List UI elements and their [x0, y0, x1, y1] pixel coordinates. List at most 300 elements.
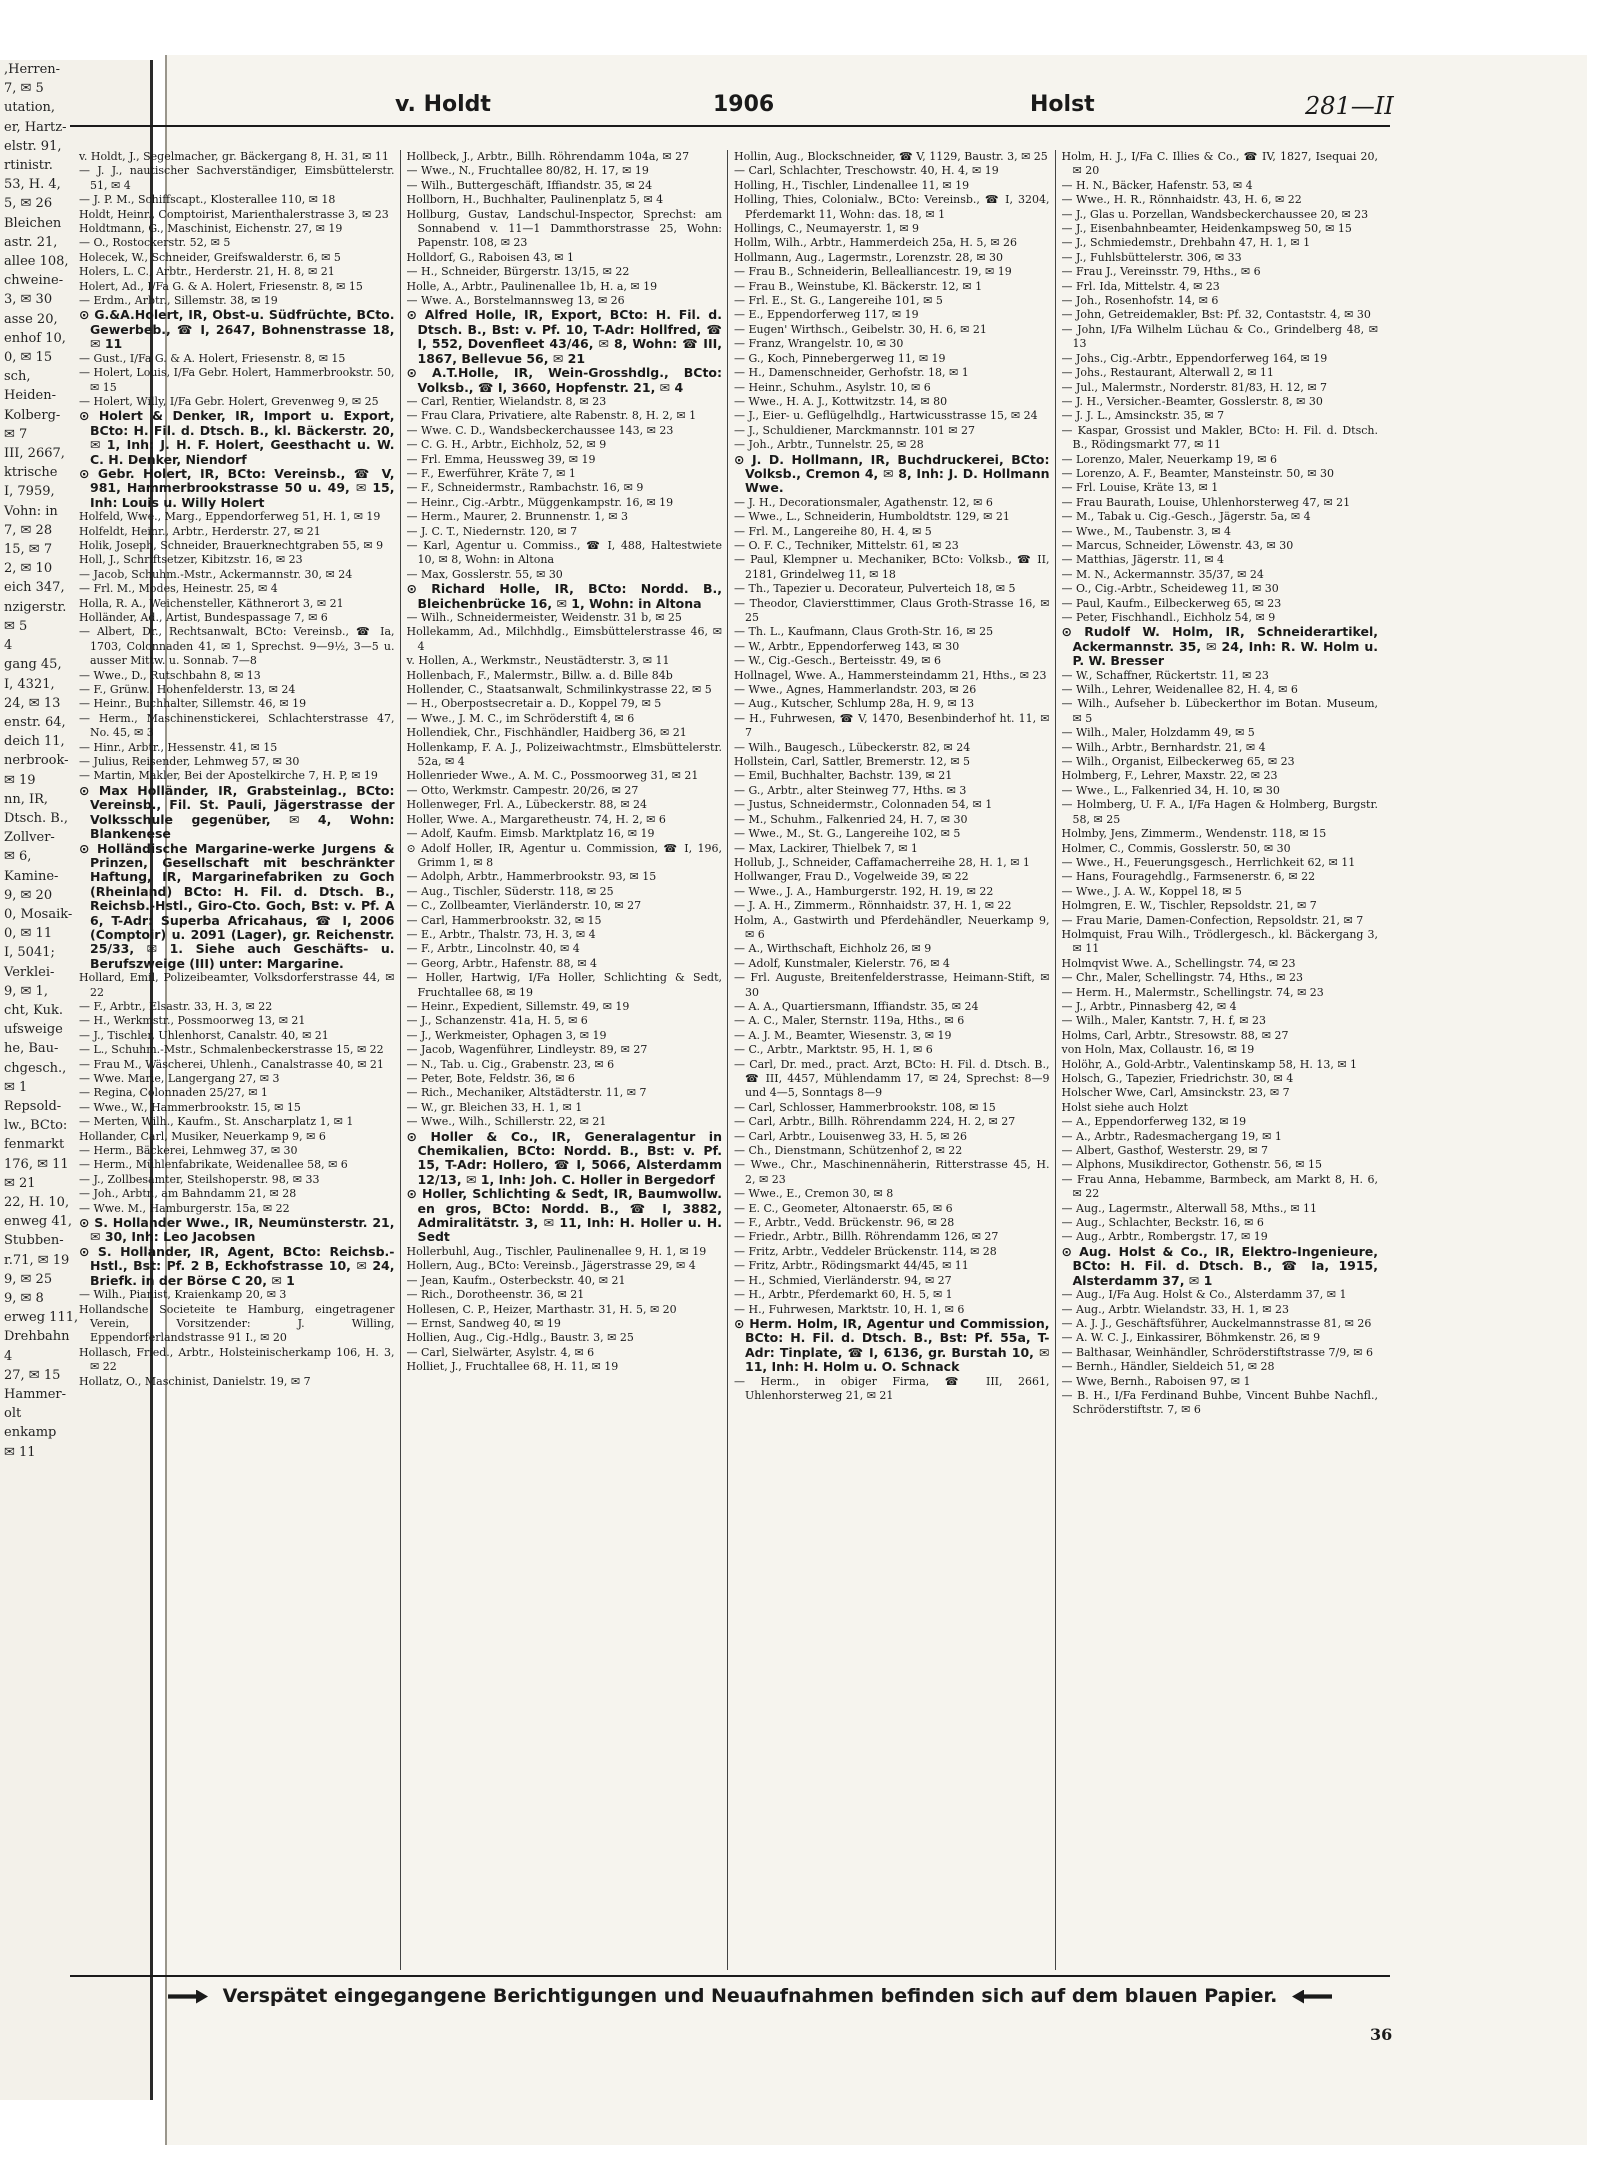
directory-entry: Hollbeck, J., Arbtr., Billh. Röhrendamm 104a, ✉ 27: [406, 150, 690, 163]
directory-entry: — F., Arbtr., Lincolnstr. 40, ✉ 4: [406, 942, 580, 956]
directory-entry: — J., Werkmeister, Ophagen 3, ✉ 19: [406, 1028, 607, 1042]
directory-entry: — Wwe., H. R., Rönnhaidstr. 43, H. 6, ✉ 22: [1061, 193, 1302, 207]
directory-entry: — Adolf, Kaufm. Eimsb. Marktplatz 16, ✉ 19: [406, 827, 655, 841]
directory-entry: — A., Arbtr., Radesmachergang 19, ✉ 1: [1061, 1129, 1282, 1143]
directory-entry: — Lorenzo, Maler, Neuerkamp 19, ✉ 6: [1061, 452, 1277, 466]
directory-entry: — J., Glas u. Porzellan, Wandsbeckerchaussee 20, ✉ 23: [1061, 207, 1369, 221]
directory-entry: — Rich., Dorotheenstr. 36, ✉ 21: [406, 1288, 585, 1302]
directory-entry: — Joh., Arbtr., am Bahndamm 21, ✉ 28: [79, 1187, 297, 1201]
fragment-line: rtinistr.: [4, 158, 53, 174]
directory-entry: — John, I/Fa Wilhelm Lüchau & Co., Grindelberg 48, ✉ 13: [1061, 322, 1378, 351]
fragment-line: ufsweige: [4, 1022, 63, 1038]
directory-entry: — Regina, Colonnaden 25/27, ✉ 1: [79, 1086, 268, 1100]
fragment-line: 0, ✉ 11: [4, 926, 53, 942]
fragment-line: olt: [4, 1406, 22, 1422]
sheet-number: 36: [1370, 2025, 1393, 2044]
directory-entry: Holmberg, F., Lehrer, Maxstr. 22, ✉ 23: [1061, 769, 1278, 783]
directory-entry: ⊙ Holler & Co., IR, Generalagentur in Chemikalien, BCto: Nordd. B., Bst: v. Pf. 15, T-Adr: Hollero, ☎ I, 5066, Alsterdamm 12/13, ✉ 1, Inh: Joh. C. Holler in Bergedorf: [406, 1128, 722, 1187]
fragment-line: lw., BCto:: [4, 1118, 68, 1134]
directory-entry: Holle, A., Arbtr., Paulinenallee 1b, H. a, ✉ 19: [406, 279, 658, 293]
directory-entry: Holsch, G., Tapezier, Friedrichstr. 30, ✉ 4: [1061, 1072, 1294, 1085]
fragment-line: allee 108,: [4, 254, 69, 270]
directory-entry: — Aug., I/Fa Aug. Holst & Co., Alsterdamm 37, ✉ 1: [1061, 1288, 1347, 1302]
fragment-line: er, Hartz-: [4, 119, 67, 135]
fragment-line: 24, ✉ 13: [4, 695, 61, 711]
directory-entry: — Hans, Fouragehdlg., Farmsenerstr. 6, ✉ 22: [1061, 870, 1316, 884]
directory-entry: — Frau B., Weinstube, Kl. Bäckerstr. 12, ✉ 1: [734, 279, 983, 293]
directory-entry: — H., Schmied, Vierländerstr. 94, ✉ 27: [734, 1273, 952, 1287]
directory-entry: — W., Cig.-Gesch., Berteisstr. 49, ✉ 6: [734, 654, 941, 668]
directory-entry: — Fritz, Arbtr., Veddeler Brückenstr. 114, ✉ 28: [734, 1244, 997, 1258]
directory-entry: Holfeldt, Heinr., Arbtr., Herderstr. 27, ✉ 21: [79, 524, 321, 538]
directory-entry: — Wwe., W., Hammerbrookstr. 15, ✉ 15: [79, 1100, 301, 1114]
directory-entry: — Matthias, Jägerstr. 11, ✉ 4: [1061, 553, 1225, 567]
directory-entry: Holfeld, Wwe., Marg., Eppendorferweg 51, H. 1, ✉ 19: [79, 510, 381, 524]
directory-entry: — Frau Marie, Damen-Confection, Repsoldstr. 21, ✉ 7: [1061, 913, 1364, 927]
directory-entry: — Th., Tapezier u. Decorateur, Pulverteich 18, ✉ 5: [734, 582, 1016, 596]
directory-entry: — A. C., Maler, Sternstr. 119a, Hths., ✉ 6: [734, 1014, 965, 1028]
fragment-line: I, 4321,: [4, 676, 55, 692]
directory-entry: Hollmann, Aug., Lagermstr., Lorenzstr. 28, ✉ 30: [734, 250, 1004, 264]
directory-entry: — Aug., Lagermstr., Alterwall 58, Mths., ✉ 11: [1061, 1201, 1318, 1215]
column-1: [73, 150, 401, 1970]
fragment-line: Hammer-: [4, 1387, 67, 1403]
directory-entry: — Friedr., Arbtr., Billh. Röhrendamm 126, ✉ 27: [734, 1230, 999, 1244]
directory-entry: Holmer, C., Commis, Gosslerstr. 50, ✉ 30: [1061, 841, 1291, 855]
fragment-line: 7, ✉ 28: [4, 522, 53, 538]
directory-entry: — John, Getreidemakler, Bst: Pf. 32, Contaststr. 4, ✉ 30: [1061, 308, 1371, 322]
directory-entry: — E., Arbtr., Thalstr. 73, H. 3, ✉ 4: [406, 927, 596, 941]
directory-entry: — J., Schanzenstr. 41a, H. 5, ✉ 6: [406, 1014, 588, 1028]
directory-entry: — Rich., Mechaniker, Altstädterstr. 11, ✉ 7: [406, 1086, 647, 1100]
directory-entry: — Wwe., Chr., Maschinennäherin, Ritterstrasse 45, H. 2, ✉ 23: [734, 1158, 1050, 1186]
fragment-line: nzigerstr.: [4, 599, 67, 615]
directory-entry: — J., Tischler, Uhlenhorst, Canalstr. 40, ✉ 21: [79, 1028, 329, 1042]
directory-entry: — Adolf, Kunstmaler, Kielerstr. 76, ✉ 4: [734, 956, 950, 970]
fragment-line: 0, Mosaik-: [4, 906, 73, 922]
directory-entry: — Wwe., L., Schneiderin, Humboldtstr. 129, ✉ 21: [734, 510, 1010, 524]
directory-entry: — J., Fuhlsbüttelerstr. 306, ✉ 33: [1061, 250, 1242, 264]
fragment-line: 5, ✉ 26: [4, 196, 53, 212]
fragment-line: nn, IR,: [4, 791, 49, 807]
directory-entry: — Jacob, Wagenführer, Lindleystr. 89, ✉ 27: [406, 1043, 648, 1057]
directory-entry: — Wilh., Baugesch., Lübeckerstr. 82, ✉ 24: [734, 740, 971, 754]
directory-entry: — Carl, Rentier, Wielandstr. 8, ✉ 23: [406, 394, 607, 408]
directory-entry: Holmby, Jens, Zimmerm., Wendenstr. 118, ✉ 15: [1061, 827, 1327, 841]
fragment-line: chgesch.,: [4, 1060, 67, 1076]
directory-entry: Hollander, Carl, Musiker, Neuerkamp 9, ✉ 6: [79, 1129, 326, 1143]
fragment-line: 53, H. 4,: [4, 177, 61, 193]
directory-entry: — Holmberg, U. F. A., I/Fa Hagen & Holmberg, Burgstr. 58, ✉ 25: [1061, 798, 1378, 826]
directory-entry: — Otto, Werkmstr. Campestr. 20/26, ✉ 27: [406, 783, 639, 797]
directory-entry: — Wilh., Aufseher b. Lübeckerthor im Botan. Museum, ✉ 5: [1061, 697, 1378, 725]
directory-entry: — Wwe., H. A. J., Kottwitzstr. 14, ✉ 80: [734, 394, 948, 408]
directory-entry: — H., Damenschneider, Gerhofstr. 18, ✉ 1: [734, 366, 969, 380]
fragment-line: he, Bau-: [4, 1041, 59, 1057]
directory-entry: — Hinr., Arbtr., Hessenstr. 41, ✉ 15: [79, 740, 278, 754]
fragment-line: enweg 41,: [4, 1214, 73, 1230]
directory-entry: Hollender, C., Staatsanwalt, Schmilinkystrasse 22, ✉ 5: [406, 683, 712, 697]
directory-entry: — H., Werkmstr., Possmoorweg 13, ✉ 21: [79, 1014, 306, 1028]
directory-entry: — Fritz, Arbtr., Rödingsmarkt 44/45, ✉ 11: [734, 1259, 969, 1273]
fragment-line: Repsold-: [4, 1098, 62, 1114]
directory-entry: — Merten, Wilh., Kaufm., St. Anscharplatz 1, ✉ 1: [79, 1115, 354, 1129]
fragment-line: fenmarkt: [4, 1137, 65, 1153]
fragment-line: ✉ 19: [4, 772, 36, 788]
directory-entry: Hollenbach, F., Malermstr., Billw. a. d. Bille 84b: [406, 668, 673, 682]
directory-entry: — Wwe. M., Hamburgerstr. 15a, ✉ 22: [79, 1201, 290, 1215]
directory-entry: — E., Eppendorferweg 117, ✉ 19: [734, 308, 919, 322]
directory-entry: — J. A. H., Zimmerm., Rönnhaidstr. 37, H. 1, ✉ 22: [734, 899, 1012, 913]
directory-entry: Holm, A., Gastwirth und Pferdehändler, Neuerkamp 9, ✉ 6: [734, 913, 1050, 941]
directory-entry: — Frl. Ida, Mittelstr. 4, ✉ 23: [1061, 279, 1220, 293]
directory-entry: — O. F. C., Techniker, Mittelstr. 61, ✉ 23: [734, 538, 959, 552]
directory-entry: — Peter, Fischhandl., Eichholz 54, ✉ 9: [1061, 611, 1276, 624]
directory-entry: — W., Arbtr., Eppendorferweg 143, ✉ 30: [734, 639, 960, 653]
directory-entry: — Herm., Maurer, 2. Brunnenstr. 1, ✉ 3: [406, 510, 628, 524]
fragment-line: Verklei-: [4, 964, 55, 980]
directory-entry: ⊙ Holler, Schlichting & Sedt, IR, Baumwollw. en gros, BCto: Nordd. B., ☎ I, 3882, Admiralitätstr. 3, ✉ 11, Inh: H. Holler u. H. Sedt: [406, 1186, 722, 1245]
directory-entry: — Wilh., Buttergeschäft, Iffiandstr. 35, ✉ 24: [406, 178, 653, 192]
directory-entry: — Paul, Kaufm., Eilbeckerweg 65, ✉ 23: [1061, 596, 1282, 610]
directory-entry: Hollin, Aug., Blockschneider, ☎ V, 1129, Baustr. 3, ✉ 25: [734, 150, 1048, 163]
directory-entry: — Wwe. C. D., Wandsbeckerchaussee 143, ✉ 23: [406, 423, 674, 437]
directory-entry: — Holert, Louis, I/Fa Gebr. Holert, Hammerbrookstr. 50, ✉ 15: [79, 366, 395, 394]
directory-entry: Hollern, Aug., BCto: Vereinsb., Jägerstrasse 29, ✉ 4: [406, 1259, 696, 1273]
directory-entry: — Th. L., Kaufmann, Claus Groth-Str. 16, ✉ 25: [734, 625, 994, 639]
directory-entry: — Heinr., Cig.-Arbtr., Müggenkampstr. 16, ✉ 19: [406, 495, 674, 509]
directory-entry: — Franz, Wrangelstr. 10, ✉ 30: [734, 337, 904, 351]
directory-entry: — Johs., Cig.-Arbtr., Eppendorferweg 164, ✉ 19: [1061, 351, 1328, 365]
directory-entry: — F., Grünw., Hohenfelderstr. 13, ✉ 24: [79, 683, 296, 697]
fragment-line: enkamp: [4, 1425, 57, 1441]
directory-entry: — L., Schuhm.-Mstr., Schmalenbeckerstrasse 15, ✉ 22: [79, 1043, 384, 1057]
directory-entry: — Wilh., Arbtr., Bernhardstr. 21, ✉ 4: [1061, 740, 1266, 754]
directory-entry: Holik, Joseph, Schneider, Brauerknechtgraben 55, ✉ 9: [79, 538, 384, 552]
directory-entry: Holl, J., Schriftsetzer, Kibitzstr. 16, ✉ 23: [79, 553, 303, 567]
directory-entry: ⊙ Gebr. Holert, IR, BCto: Vereinsb., ☎ V, 981, Hammerbrookstrasse 50 u. 49, ✉ 15, Inh: Louis u. Willy Holert: [79, 465, 395, 510]
fragment-line: enhof 10,: [4, 330, 66, 346]
fragment-line: Zollver-: [4, 830, 55, 846]
directory-entry: — Frl. M., Modes, Heinestr. 25, ✉ 4: [79, 582, 278, 596]
directory-entry: — Albert, Gasthof, Westerstr. 29, ✉ 7: [1061, 1144, 1269, 1158]
directory-entry: — Wwe., H., Feuerungsgesch., Herrlichkeit 62, ✉ 11: [1061, 855, 1356, 869]
directory-entry: — Wilh., Pianist, Kraienkamp 20, ✉ 3: [79, 1288, 287, 1302]
directory-entry: Holdt, Heinr., Comptoirist, Marienthalerstrasse 3, ✉ 23: [79, 207, 389, 221]
directory-entry: Holst siehe auch Holzt: [1061, 1100, 1188, 1114]
directory-entry: — Wwe. Marie, Langergang 27, ✉ 3: [79, 1072, 280, 1085]
directory-entry: — Wwe, Bernh., Raboisen 97, ✉ 1: [1061, 1374, 1251, 1388]
header-name-start: v. Holdt: [395, 92, 491, 117]
fragment-line: r.71, ✉ 19: [4, 1252, 70, 1268]
directory-entry: Hollm, Wilh., Arbtr., Hammerdeich 25a, H. 5, ✉ 26: [734, 236, 1018, 250]
directory-entry: Hollnagel, Wwe. A., Hammersteindamm 21, Hths., ✉ 23: [734, 668, 1047, 682]
directory-entry: ⊙ S. Hollander Wwe., IR, Neumünsterstr. 21, ✉ 30, Inh: Leo Jacobsen: [79, 1215, 395, 1245]
directory-entry: ⊙ A.T.Holle, IR, Wein-Grosshdlg., BCto: Volksb., ☎ I, 3660, Hopfenstr. 21, ✉ 4: [406, 365, 722, 395]
directory-entry: — Carl, Schlosser, Hammerbrookstr. 108, ✉ 15: [734, 1100, 996, 1114]
directory-entry: — H. N., Bäcker, Hafenstr. 53, ✉ 4: [1061, 178, 1253, 192]
header-page-number: 281—II: [1305, 92, 1394, 120]
fragment-line: ✉ 21: [4, 1175, 36, 1191]
directory-entry: ⊙ Max Holländer, IR, Grabsteinlag., BCto: Vereinsb., Fil. St. Pauli, Jägerstrasse der Volksschule gegenüber, ✉ 4, Wohn: Blankenese: [79, 782, 395, 842]
directory-entry: ⊙ Richard Holle, IR, BCto: Nordd. B., Bleichenbrücke 16, ✉ 1, Wohn: in Altona: [406, 581, 722, 611]
footer-note: [120, 1985, 1380, 2007]
directory-entry: Hollburg, Gustav, Landschul-Inspector, Sprechst: am Sonnabend v. 11—1 Dammthorstrasse 25, Wohn: Papenstr. 108, ✉ 23: [406, 207, 722, 250]
directory-entry: Hollard, Emil, Polizeibeamter, Volksdorferstrasse 44, ✉ 22: [79, 971, 395, 999]
directory-entry: Holler, Wwe. A., Margaretheustr. 74, H. 2, ✉ 6: [406, 812, 666, 826]
directory-entry: Hollenrieder Wwe., A. M. C., Possmoorweg 31, ✉ 21: [406, 769, 699, 783]
directory-entry: — Wwe., Wilh., Schillerstr. 22, ✉ 21: [406, 1115, 607, 1129]
directory-entry: — Bernh., Händler, Sieldeich 51, ✉ 28: [1061, 1360, 1275, 1374]
directory-entry: ⊙ Holert & Denker, IR, Import u. Export, BCto: H. Fil. d. Dtsch. B., kl. Bäckerstr. 20, ✉ 1, Inh: J. H. F. Holert, Geesthacht u. W. C. H. Denker, Niendorf: [79, 408, 395, 467]
directory-entry: — Herm., Maschinenstickerei, Schlachterstrasse 47, No. 45, ✉ 3: [79, 711, 395, 740]
directory-entry: — Frl. E., St. G., Langereihe 101, ✉ 5: [734, 294, 943, 308]
directory-entry: — Wwe., N., Fruchtallee 80/82, H. 17, ✉ 19: [406, 164, 649, 178]
directory-entry: — Herm., in obiger Firma, ☎ III, 2661, Uhlenhorsterweg 21, ✉ 21: [734, 1374, 1050, 1402]
directory-entry: Hollatz, O., Maschinist, Danielstr. 19, ✉ 7: [79, 1374, 311, 1388]
directory-entry: Hollenweger, Frl. A., Lübeckerstr. 88, ✉ 24: [406, 798, 648, 812]
directory-entry: — Wilh., Lehrer, Weidenallee 82, H. 4, ✉ 6: [1061, 683, 1298, 697]
directory-entry: Hollub, J., Schneider, Caffamacherreihe 28, H. 1, ✉ 1: [734, 855, 1030, 869]
fragment-line: 7, ✉ 5: [4, 81, 44, 97]
header-rule: [70, 125, 1390, 127]
column-3: [728, 150, 1056, 1970]
directory-entry: — Karl, Agentur u. Commiss., ☎ I, 488, Haltestwiete 10, ✉ 8, Wohn: in Altona: [406, 538, 722, 567]
directory-entry: ⊙ Holländische Margarine-werke Jurgens & Prinzen, Gesellschaft mit beschränkter Haftung, IR, Margarinefabriken zu Goch (Rheinland) BCto: H. Fil. d. Dtsch. B., Reichsb.-Hstl., Giro-Cto. Goch, Bst: v. Pf. A 6, T-Adr: Superba Africahaus, ☎ I, 2006 (Comptoir) u. 2091 (Lager), gr. Reichenstr. 25/33, ✉ 1. Siehe auch Geschäfts- u. Berufszweige (III) unter: Margarine.: [79, 840, 395, 971]
directory-entry: ⊙ G.&A.Holert, IR, Obst-u. Südfrüchte, BCto. Gewerbeb., ☎ I, 2647, Bohnenstrasse 18, ✉ 11: [79, 307, 395, 352]
fragment-line: 2, ✉ 10: [4, 561, 53, 577]
fragment-line: 27, ✉ 15: [4, 1367, 61, 1383]
directory-entry: — Max, Gosslerstr. 55, ✉ 30: [406, 567, 563, 581]
directory-entry: — Wwe., L., Falkenried 34, H. 10, ✉ 30: [1061, 783, 1280, 797]
directory-entry: — M. N., Ackermannstr. 35/37, ✉ 24: [1061, 567, 1264, 581]
directory-entry: — Joh., Rosenhofstr. 14, ✉ 6: [1061, 294, 1219, 308]
directory-entry: — J. H., Versicher.-Beamter, Gosslerstr. 8, ✉ 30: [1061, 394, 1323, 408]
directory-entry: — Martin, Makler, Bei der Apostelkirche 7, H. P, ✉ 19: [79, 769, 378, 783]
fragment-line: enstr. 64,: [4, 714, 66, 730]
fragment-line: ✉ 11: [4, 1444, 36, 1460]
fragment-line: 9, ✉ 25: [4, 1271, 53, 1287]
directory-entry: — A. A., Quartiersmann, Iffiandstr. 35, ✉ 24: [734, 999, 979, 1013]
fragment-line: utation,: [4, 100, 56, 116]
fragment-line: sch,: [4, 369, 31, 385]
directory-entry: — A., Eppendorferweg 132, ✉ 19: [1061, 1115, 1247, 1129]
fragment-line: 22, H. 10,: [4, 1194, 70, 1210]
pointing-hand-icon: [1292, 1990, 1332, 2004]
directory-entry: — W., Schaffner, Rückertstr. 11, ✉ 23: [1061, 668, 1269, 682]
fragment-line: elstr. 91,: [4, 138, 62, 154]
fragment-line: gang 45,: [4, 657, 62, 673]
directory-entry: — C. G. H., Arbtr., Eichholz, 52, ✉ 9: [406, 438, 607, 452]
directory-entry: — Erdm., Arbtr., Sillemstr. 38, ✉ 19: [79, 294, 278, 308]
directory-entry: — Frau J., Vereinsstr. 79, Hths., ✉ 6: [1061, 265, 1261, 279]
directory-entry: — Peter, Bote, Feldstr. 36, ✉ 6: [406, 1072, 575, 1085]
directory-entry: — J., Zollbesamter, Steilshoperstr. 98, ✉ 33: [79, 1172, 320, 1186]
directory-entry: — Heinr., Schuhm., Asylstr. 10, ✉ 6: [734, 380, 931, 394]
fragment-line: 3, ✉ 30: [4, 292, 53, 308]
fragment-line: 15, ✉ 7: [4, 542, 53, 558]
header-name-end: Holst: [1030, 92, 1095, 117]
directory-entry: — J., Arbtr., Pinnasberg 42, ✉ 4: [1061, 999, 1237, 1013]
directory-entry: — Frau M., Wäscherei, Uhlenh., Canalstrasse 40, ✉ 21: [79, 1057, 384, 1071]
directory-entry: — Emil, Buchhalter, Bachstr. 139, ✉ 21: [734, 769, 953, 783]
directory-entry: v. Holdt, J., Segelmacher, gr. Bäckergang 8, H. 31, ✉ 11: [79, 150, 389, 163]
directory-entry: — F., Schneidermstr., Rambachstr. 16, ✉ 9: [406, 481, 644, 495]
directory-entry: Hollesen, C. P., Heizer, Marthastr. 31, H. 5, ✉ 20: [406, 1302, 677, 1316]
directory-entry: Hollwanger, Frau D., Vogelweide 39, ✉ 22: [734, 870, 969, 884]
fragment-line: Drehbahn: [4, 1329, 70, 1345]
directory-entry: — Wilh., Maler, Kantstr. 7, H. f, ✉ 23: [1061, 1014, 1266, 1028]
directory-entry: Hollendiek, Chr., Fischhändler, Haidberg 36, ✉ 21: [406, 726, 687, 740]
footer-rule: [70, 1975, 1390, 1977]
directory-entry: — Holler, Hartwig, I/Fa Holler, Schlichting & Sedt, Fruchtallee 68, ✉ 19: [406, 971, 722, 999]
directory-entry: — Aug., Tischler, Süderstr. 118, ✉ 25: [406, 884, 614, 898]
directory-entry: v. Hollen, A., Werkmstr., Neustädterstr. 3, ✉ 11: [406, 654, 670, 668]
fragment-line: Kamine-: [4, 868, 59, 884]
directory-entry: Holling, Thies, Colonialw., BCto: Vereinsb., ☎ I, 3204, Pferdemarkt 11, Wohn: das. 18, ✉ 1: [734, 193, 1050, 221]
directory-entry: Holla, R. A., Weichensteller, Käthnerort 3, ✉ 21: [79, 596, 344, 610]
directory-entry: — M., Tabak u. Cig.-Gesch., Jägerstr. 5a, ✉ 4: [1061, 510, 1311, 524]
directory-entry: — Max, Lackirer, Thielbek 7, ✉ 1: [734, 841, 918, 855]
directory-entry: Hollerbuhl, Aug., Tischler, Paulinenallee 9, H. 1, ✉ 19: [406, 1244, 707, 1258]
directory-entry: — Justus, Schneidermstr., Colonnaden 54, ✉ 1: [734, 798, 993, 812]
directory-entry: ⊙ Alfred Holle, IR, Export, BCto: H. Fil. d. Dtsch. B., Bst: v. Pf. 10, T-Adr: Hollfred, ☎ I, 552, Dovenfleet 43/46, ✉ 8, Wohn: ☎ III, 1867, Bellevue 56, ✉ 21: [406, 307, 722, 366]
directory-entry: — M., Schuhm., Falkenried 24, H. 7, ✉ 30: [734, 812, 968, 826]
directory-entry: — Aug., Arbtr., Rombergstr. 17, ✉ 19: [1061, 1230, 1268, 1244]
fragment-line: III, 2667,: [4, 446, 65, 462]
fragment-line: 0, ✉ 15: [4, 350, 53, 366]
directory-entry: — Albert, Dr., Rechtsanwalt, BCto: Vereinsb., ☎ Ia, 1703, Colonnaden 41, ✉ 1, Sprechst. 9—9½, 3—5 u. ausser Mittw. u. Sonnab. 7—8: [79, 625, 395, 668]
directory-entry: — J., Eier- u. Geflügelhdlg., Hartwicusstrasse 15, ✉ 24: [734, 409, 1038, 423]
directory-entry: ⊙ S. Hollander, IR, Agent, BCto: Reichsb.-Hstl., Bst: Pf. 2 B, Eckhofstrasse 10, ✉ 24, Briefk. in der Börse C 20, ✉ 1: [79, 1243, 395, 1288]
directory-entry: — H., Oberpostsecretair a. D., Koppel 79, ✉ 5: [406, 697, 662, 711]
footer-note-text: Verspätet eingegangene Berichtigungen und Neuaufnahmen befinden sich auf dem blauen Papier.: [222, 1985, 1278, 2007]
fragment-line: nerbrook-: [4, 753, 69, 769]
directory-entry: — Jul., Malermstr., Norderstr. 81/83, H. 12, ✉ 7: [1061, 380, 1328, 394]
page-header: [70, 92, 1400, 122]
fragment-line: Vohn: in: [4, 503, 58, 519]
directory-entry: Hollings, C., Neumayerstr. 1, ✉ 9: [734, 222, 920, 236]
directory-entry: — Wwe., J. A., Hamburgerstr. 192, H. 19, ✉ 22: [734, 884, 994, 898]
directory-entry: — Eugen' Wirthsch., Geibelstr. 30, H. 6, ✉ 21: [734, 322, 987, 336]
fragment-line: asse 20,: [4, 311, 58, 327]
directory-entry: — N., Tab. u. Cig., Grabenstr. 23, ✉ 6: [406, 1057, 615, 1071]
directory-entry: — Aug., Schlachter, Beckstr. 16, ✉ 6: [1061, 1216, 1264, 1230]
fragment-line: deich 11,: [4, 734, 65, 750]
directory-entry: — O., Rostockerstr. 52, ✉ 5: [79, 236, 231, 250]
directory-entry: — H., Fuhrwesen, Marktstr. 10, H. 1, ✉ 6: [734, 1302, 965, 1316]
directory-entry: — J. J., nautischer Sachverständiger, Eimsbüttelerstr. 51, ✉ 4: [79, 164, 395, 192]
directory-entry: — F., Ewerführer, Kräte 7, ✉ 1: [406, 466, 576, 480]
directory-entry: Holert, Ad., I/Fa G. & A. Holert, Friesenstr. 8, ✉ 15: [79, 279, 363, 293]
directory-entry: — Aug., Kutscher, Schlump 28a, H. 9, ✉ 13: [734, 697, 975, 711]
fragment-line: chweine-: [4, 273, 64, 289]
directory-entry: Holländer, Ad., Artist, Bundespassage 7, ✉ 6: [79, 611, 328, 624]
fragment-line: 9, ✉ 1,: [4, 983, 48, 999]
directory-entry: — Carl, Arbtr., Billh. Röhrendamm 224, H. 2, ✉ 27: [734, 1115, 1016, 1129]
directory-entry: — Wwe., J. M. C., im Schröderstift 4, ✉ 6: [406, 711, 635, 725]
directory-entry: Holling, H., Tischler, Lindenallee 11, ✉ 19: [734, 178, 970, 192]
directory-entry: — Holert, Willy, I/Fa Gebr. Holert, Grevenweg 9, ✉ 25: [79, 394, 379, 408]
column-2: [401, 150, 729, 1970]
directory-entry: Holscher Wwe, Carl, Amsinckstr. 23, ✉ 7: [1061, 1086, 1290, 1100]
fragment-line: 4: [4, 1348, 13, 1364]
directory-entry: ⊙ Herm. Holm, IR, Agentur und Commission, BCto: H. Fil. d. Dtsch. B., Bst: Pf. 55a, T-Adr: Tinplate, ☎ I, 6136, gr. Burstah 10, ✉ 11, Inh: H. Holm u. O. Schnack: [734, 1315, 1050, 1375]
fragment-line: ✉ 7: [4, 426, 28, 442]
fragment-line: ,Herren-: [4, 62, 61, 77]
directory-entry: — Aug., Arbtr. Wielandstr. 33, H. 1, ✉ 23: [1061, 1302, 1289, 1316]
directory-entry: — H., Arbtr., Pferdemarkt 60, H. 5, ✉ 1: [734, 1288, 953, 1302]
directory-entry: — J. H., Decorationsmaler, Agathenstr. 12, ✉ 6: [734, 495, 993, 509]
directory-entry: Holmgren, E. W., Tischler, Repsoldstr. 21, ✉ 7: [1061, 899, 1317, 913]
directory-entry: von Holn, Max, Collaustr. 16, ✉ 19: [1061, 1043, 1255, 1057]
directory-entry: — Joh., Arbtr., Tunnelstr. 25, ✉ 28: [734, 438, 924, 452]
directory-entry: Holm, H. J., I/Fa C. Illies & Co., ☎ IV, 1827, Isequai 20, ✉ 20: [1061, 150, 1378, 178]
directory-entry: — Paul, Klempner u. Mechaniker, BCto: Volksb., ☎ II, 2181, Grindelweg 11, ✉ 18: [734, 553, 1050, 581]
directory-entry: — J. P. M., Schiffscapt., Klosterallee 110, ✉ 18: [79, 193, 336, 207]
directory-entry: — Wilh., Schneidermeister, Weidenstr. 31 b, ✉ 25: [406, 611, 682, 624]
directory-entry: — Herm., Bäckerei, Lehmweg 37, ✉ 30: [79, 1144, 298, 1158]
directory-entry: — Frl. Auguste, Breitenfelderstrasse, Heimann-Stift, ✉ 30: [734, 971, 1050, 999]
directory-entry: — C., Zollbeamter, Vierländerstr. 10, ✉ 27: [406, 899, 642, 913]
directory-columns: [73, 150, 1383, 1970]
directory-entry: Hollborn, H., Buchhalter, Paulinenplatz 5, ✉ 4: [406, 193, 664, 207]
directory-entry: — Frau Clara, Privatiere, alte Rabenstr. 8, H. 2, ✉ 1: [406, 409, 697, 423]
directory-entry: — J., Schuldiener, Marckmannstr. 101 ✉ 27: [734, 423, 976, 437]
directory-entry: — Johs., Restaurant, Alterwall 2, ✉ 11: [1061, 366, 1274, 380]
directory-entry: ⊙ Rudolf W. Holm, IR, Schneiderartikel, Ackermannstr. 35, ✉ 24, Inh: R. W. Holm u. P. W. Bresser: [1061, 624, 1378, 669]
fragment-line: eich 347,: [4, 580, 65, 596]
directory-entry: — Lorenzo, A. F., Beamter, Mansteinstr. 50, ✉ 30: [1061, 466, 1334, 480]
directory-entry: — Carl, Hammerbrookstr. 32, ✉ 15: [406, 913, 602, 927]
directory-entry: — J., Eisenbahnbeamter, Heidenkampsweg 50, ✉ 15: [1061, 222, 1352, 236]
directory-entry: ⊙ Adolf Holler, IR, Agentur u. Commission, ☎ I, 196, Grimm 1, ✉ 8: [406, 841, 722, 869]
directory-entry: — Herm. H., Malermstr., Schellingstr. 74, ✉ 23: [1061, 985, 1324, 999]
directory-entry: — Wwe., J. A. W., Koppel 18, ✉ 5: [1061, 884, 1242, 898]
fragment-line: I, 7959,: [4, 484, 55, 500]
directory-entry: — Carl, Sielwärter, Asylstr. 4, ✉ 6: [406, 1345, 595, 1359]
directory-entry: — Gust., I/Fa G. & A. Holert, Friesenstr. 8, ✉ 15: [79, 351, 346, 365]
directory-entry: — Kaspar, Grossist und Makler, BCto: H. Fil. d. Dtsch. B., Rödingsmarkt 77, ✉ 11: [1061, 423, 1378, 452]
directory-entry: Hollandsche Societeite te Hamburg, eingetragener Verein, Vorsitzender: J. Willing, Eppendorferlandstrasse 91 I., ✉ 20: [79, 1302, 395, 1345]
pointing-hand-icon: [168, 1990, 208, 2004]
directory-entry: — Wwe., M., Taubenstr. 3, ✉ 4: [1061, 524, 1232, 538]
fragment-line: 176, ✉ 11: [4, 1156, 69, 1172]
directory-entry: — Wwe. A., Borstelmannsweg 13, ✉ 26: [406, 294, 625, 308]
directory-entry: — G., Arbtr., alter Steinweg 77, Hths. ✉ 3: [734, 783, 967, 797]
directory-entry: — Frau Anna, Hebamme, Barmbeck, am Markt 8, H. 6, ✉ 22: [1061, 1172, 1378, 1201]
fragment-line: astr. 21,: [4, 234, 58, 250]
fragment-line: ✉ 1: [4, 1079, 28, 1095]
directory-entry: ⊙ Aug. Holst & Co., IR, Elektro-Ingenieure, BCto: H. Fil. d. Dtsch. B., ☎ Ia, 1915, Alsterdamm 37, ✉ 1: [1061, 1243, 1378, 1288]
directory-entry: — Frl. Emma, Heussweg 39, ✉ 19: [406, 452, 596, 466]
directory-entry: — H., Fuhrwesen, ☎ V, 1470, Besenbinderhof ht. 11, ✉ 7: [734, 711, 1050, 740]
directory-entry: — Georg, Arbtr., Hafenstr. 88, ✉ 4: [406, 956, 598, 970]
directory-entry: — A. W. C. J., Einkassirer, Böhmkenstr. 26, ✉ 9: [1061, 1331, 1321, 1345]
directory-entry: — H., Schneider, Bürgerstr. 13/15, ✉ 22: [406, 265, 630, 279]
directory-entry: — J. C. T., Niedernstr. 120, ✉ 7: [406, 524, 578, 538]
directory-entry: — G., Koch, Pinnebergerweg 11, ✉ 19: [734, 351, 946, 365]
directory-entry: Holliet, J., Fruchtallee 68, H. 11, ✉ 19: [406, 1360, 619, 1374]
fragment-line: ✉ 6,: [4, 849, 32, 865]
directory-entry: — Adolph, Arbtr., Hammerbrookstr. 93, ✉ 15: [406, 870, 657, 884]
directory-entry: — A. J. J., Geschäftsführer, Auckelmannstrasse 81, ✉ 26: [1061, 1316, 1372, 1330]
fragment-line: I, 5041;: [4, 945, 55, 961]
directory-entry: — J., Schmiedemstr., Drehbahn 47, H. 1, ✉ 1: [1061, 236, 1311, 250]
fragment-line: erweg 111,: [4, 1310, 79, 1326]
directory-entry: Hollstein, Carl, Sattler, Bremerstr. 12, ✉ 5: [734, 755, 971, 769]
fragment-line: Dtsch. B.,: [4, 810, 69, 826]
